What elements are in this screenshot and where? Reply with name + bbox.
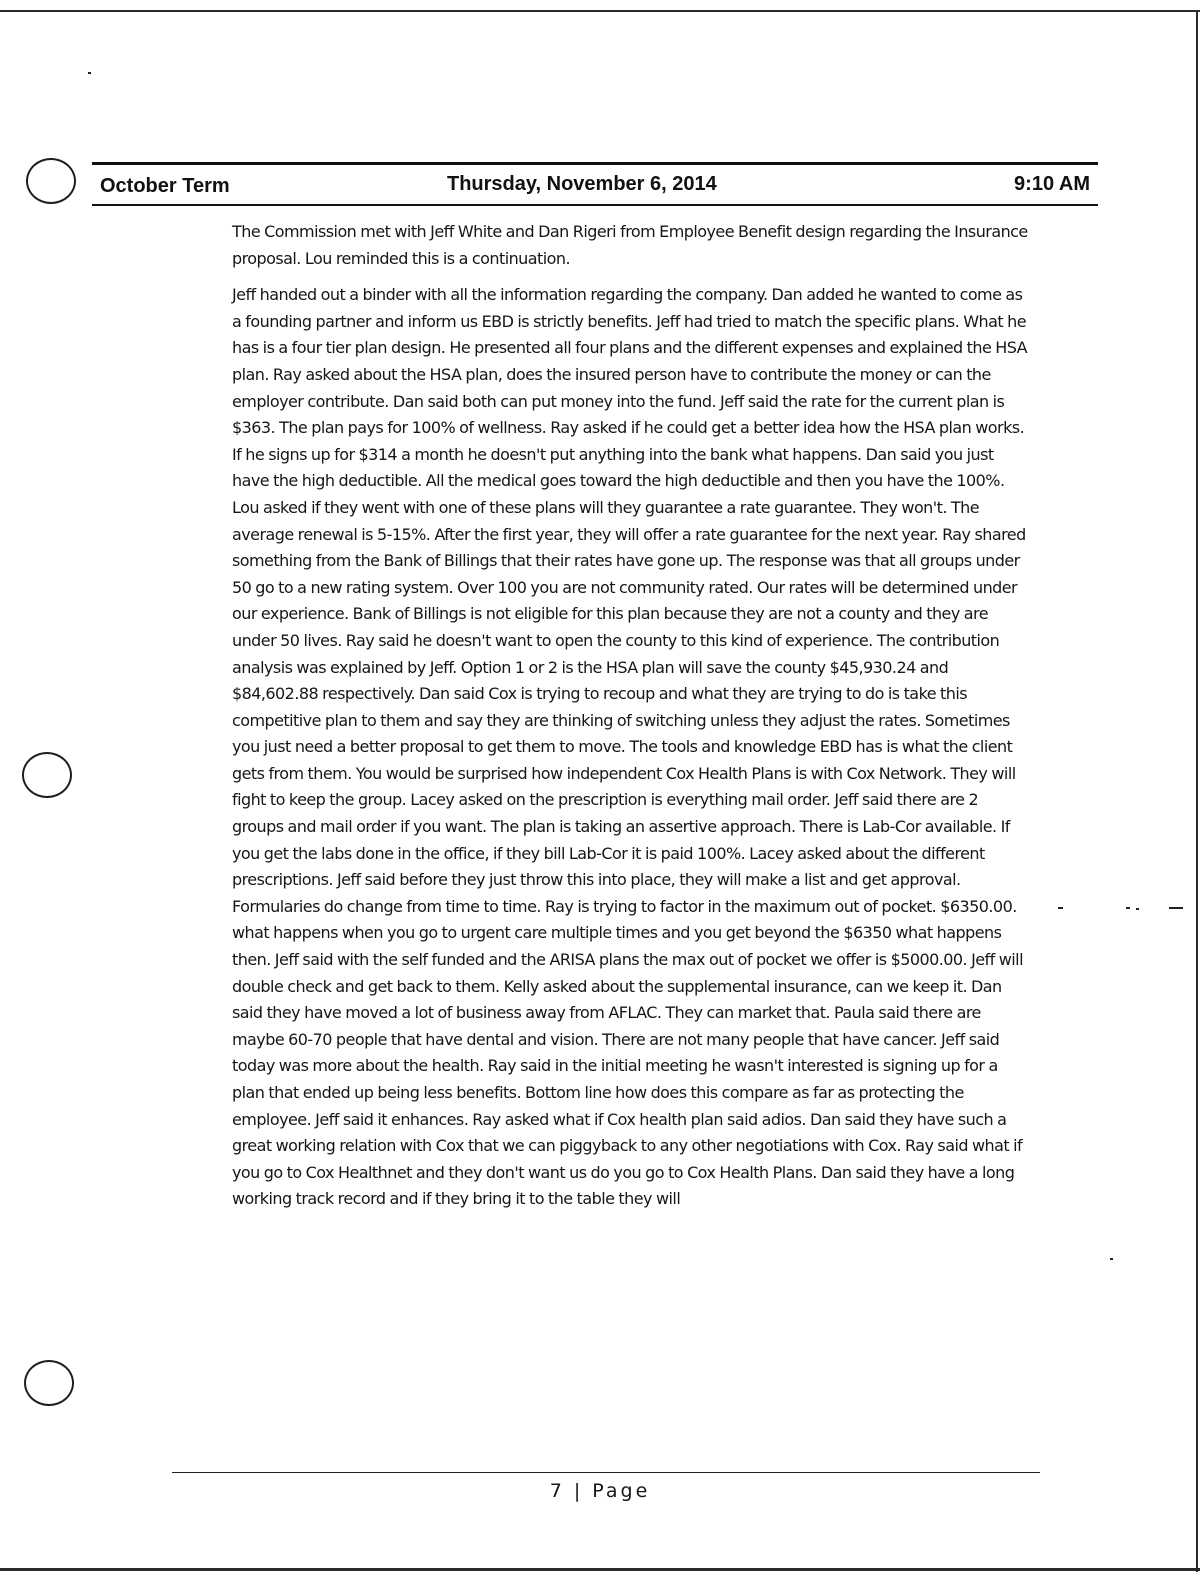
header-rule-top bbox=[92, 162, 1098, 165]
paragraph-discussion: Jeff handed out a binder with all the information regarding the company. Dan added he wanted to come as a founding partner and inform us EBD is strictly benefits. Jeff had tried to match the specific plans. What he has is a four tier plan design. He presented all four plans and the different expenses and explained the HSA plan. Ray asked about the HSA plan, does the insured person have to contribute the money or can the employer contribute. Dan said both can put money into the fund. Jeff said the rate for the current plan is $363. The plan pays for 100% of wellness. Ray asked if he could get a better idea how the HSA plan works. If he signs up for $314 a month he doesn't put anything into the bank what happens. Dan said you just have the high deductible. All the medical goes toward the high deductible and then you have the 100%. Lou asked if they went with one of these plans will they guarantee a rate guarantee. They won't. The average renewal is 5-15%. After the first year, they will offer a rate guarantee for the next year. Ray shared something from the Bank of Billings that their rates have gone up. The response was that all groups under 50 go to a new rating system. Over 100 you are not community rated. Our rates will be determined under our experience. Bank of Billings is not eligible for this plan because they are not a county and they are under 50 lives. Ray said he doesn't want to open the county to this kind of experience. The contribution analysis was explained by Jeff. Option 1 or 2 is the HSA plan will save the county $45,930.24 and $84,602.88 respectively. Dan said Cox is trying to recoup and what they are trying to do is take this competitive plan to them and say they are thinking of switching unless they adjust the rates. Sometimes you just need a better proposal to get them to move. The tools and knowledge EBD has is what the client gets from them. You would be surprised how independent Cox Health Plans is with Cox Network. They will fight to keep the group. Lacey asked on the prescription is everything mail order. Jeff said there are 2 groups and mail order if you want. The plan is taking an assertive approach. There is Lab-Cor available. If you get the labs done in the office, if they bill Lab-Cor it is paid 100%. Lacey asked about the different prescriptions. Jeff said before they just throw this into place, they will make a list and get approval. Formularies do change from time to time. Ray is trying to factor in the maximum out of pocket. $6350.00. what happens when you go to urgent care multiple times and you get beyond the $6350 what happens then. Jeff said with the self funded and the ARISA plans the max out of pocket we offer is $5000.00. Jeff will double check and get back to them. Kelly asked about the supplemental insurance, can we keep it. Dan said they have moved a lot of business away from AFLAC. They can market that. Paula said there are maybe 60-70 people that have dental and vision. There are not many people that have cancer. Jeff said today was more about the health. Ray said in the initial meeting he wasn't interested is signing up for a plan that ended up being less benefits. Bottom line how does this compare as far as protecting the employee. Jeff said it enhances. Ray asked what if Cox health plan said adios. Dan said they have such a great working relation with Cox that we can piggyback to any other negotiations with Cox. Ray said what if you go to Cox Healthnet and they don't want us do you go to Cox Health Plans. Dan said they have a long working track record and if they bring it to the table they will bbox=[232, 285, 1028, 1209]
paragraph-intro: The Commission met with Jeff White and Dan Rigeri from Employee Benefit design regarding the Insurance proposal. Lou reminded this is a continuation. bbox=[232, 222, 1028, 268]
scan-speck bbox=[1169, 907, 1183, 909]
header-term: October Term bbox=[100, 175, 230, 197]
header-date: Thursday, November 6, 2014 bbox=[447, 173, 717, 195]
minutes-body bbox=[232, 219, 1032, 1213]
scan-speck bbox=[88, 72, 91, 74]
scan-edge-top bbox=[0, 10, 1200, 12]
binder-hole-icon bbox=[22, 752, 72, 798]
page-number: 7 | Page bbox=[549, 1480, 651, 1502]
scan-speck bbox=[1110, 1258, 1113, 1260]
footer-rule bbox=[172, 1472, 1040, 1473]
scan-edge-right bbox=[1196, 10, 1198, 1572]
scan-speck bbox=[1058, 907, 1063, 909]
scan-edge-bottom bbox=[0, 1568, 1200, 1571]
header-time: 9:10 AM bbox=[1014, 173, 1090, 195]
scan-speck bbox=[1136, 908, 1139, 910]
header-rule-bottom bbox=[92, 204, 1098, 206]
binder-hole-icon bbox=[26, 158, 76, 204]
page-header bbox=[92, 171, 1098, 201]
scan-speck bbox=[1126, 907, 1130, 909]
binder-hole-icon bbox=[24, 1360, 74, 1406]
